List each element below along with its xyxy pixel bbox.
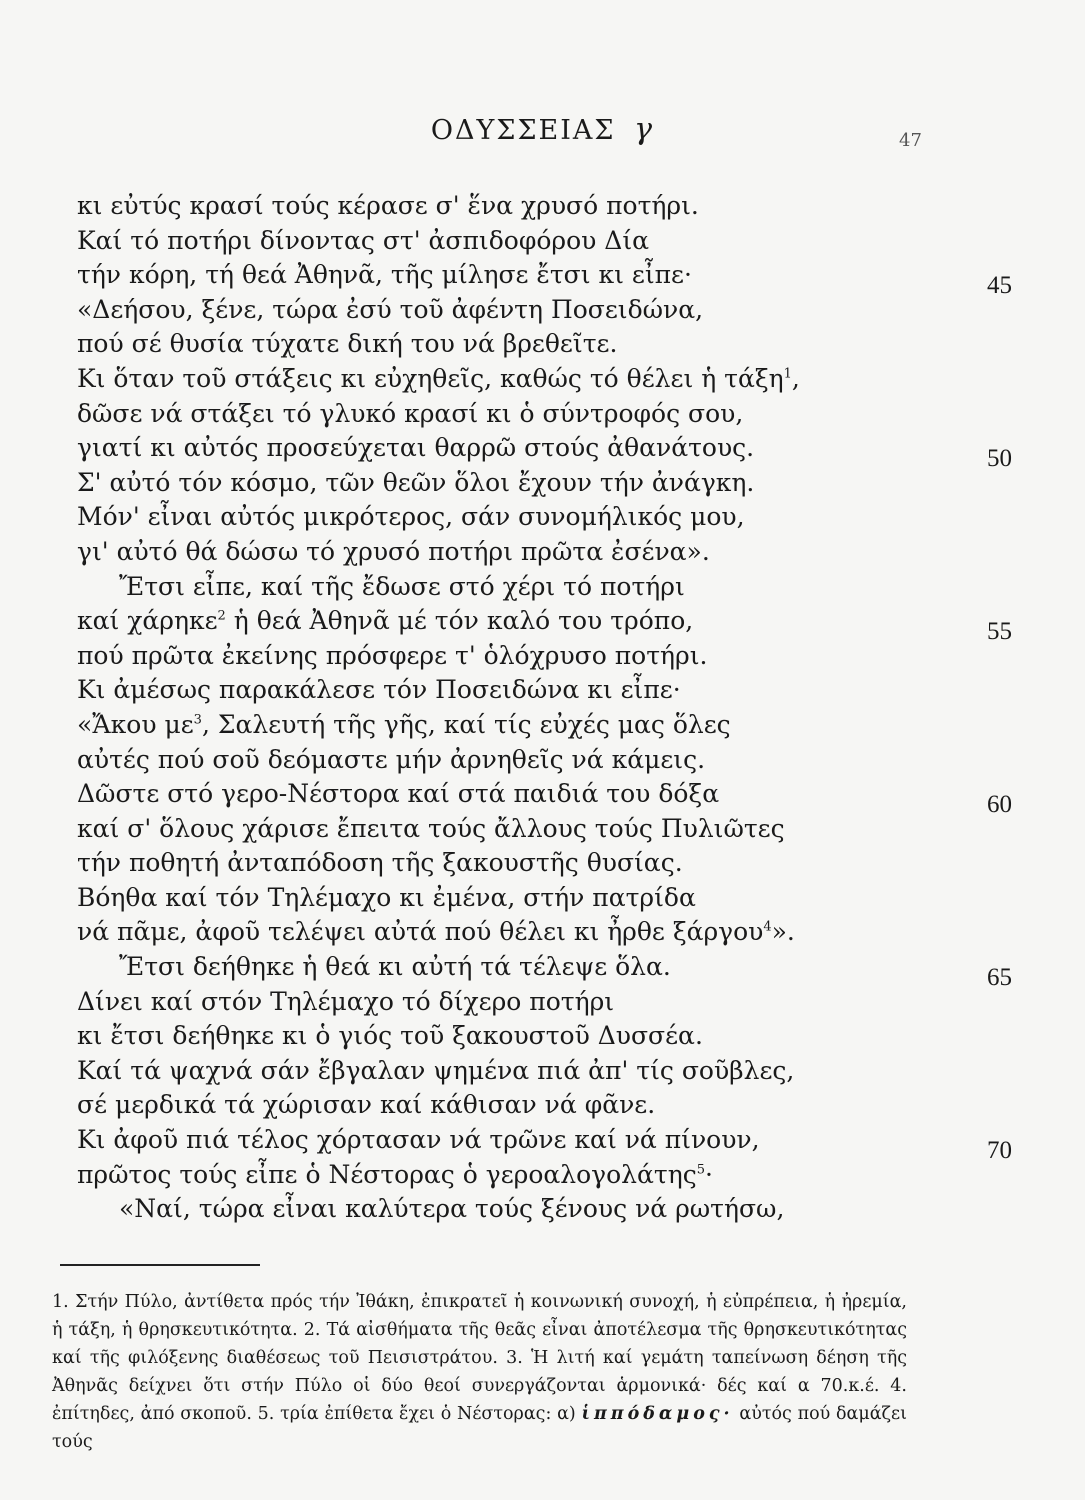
verse-line [77,985,1012,1020]
verse-text-continued: · [704,1159,713,1189]
verse-text-main: Ἔτσι δεήθηκε ἡ θεά κι αὐτή τά τέλεψε ὅλα. [119,952,671,982]
verse-text [77,191,699,220]
line-number: 50 [987,445,1012,473]
verse-text-main: «Ἄκου με [77,709,194,739]
verse-text-main: Δίνει καί στόν Τηλέμαχο τό δίχερο ποτήρι [77,986,615,1016]
verse-text [77,468,754,497]
verse-text-main: σέ μερδικά τά χώρισαν καί κάθισαν νά φᾶνε. [77,1090,656,1120]
verse-text-main: πού πρῶτα ἐκείνης πρόσφερε τ' ὁλόχρυσο ποτήρι. [77,640,708,670]
verse-text [77,260,692,289]
page-number: 47 [899,130,922,151]
verse-line [77,500,1012,535]
verse-line [77,673,1012,708]
verse-text-continued: , [791,363,800,393]
verse-text [77,952,671,981]
verse-line [77,327,1012,362]
verse-text [77,399,743,428]
verse-text [77,710,731,739]
verse-text [77,329,617,358]
verse-line [77,777,1012,819]
verse-text-main: αὐτές πού σοῦ δεόμαστε μήν ἀρνηθεῖς νά κάμεις. [77,744,706,774]
verse-text [77,537,710,566]
verse-line [77,397,1012,432]
verse-text-main: πού σέ θυσία τύχατε δική του νά βρεθεῖτε. [77,329,618,359]
footnote-emphasis: ἱππόδαμος· [581,1404,734,1424]
verse-text-continued: , Σαλευτή τῆς γῆς, καί τίς εὐχές μας ὅλες [201,709,731,739]
verse-line [77,915,1012,950]
running-title [0,112,1085,147]
verse-line [77,431,1012,473]
verse-line [77,812,1012,847]
verse-text-main: κι ἔτσι δεήθηκε κι ὁ γιός τοῦ ξακουστοῦ Δυσσέα. [77,1021,703,1051]
line-number: 65 [987,964,1012,992]
verse-text [77,675,681,704]
verse-text-main: Καί τό ποτήρι δίνοντας στ' ἀσπιδοφόρου Δία [77,225,650,255]
verse-text [77,433,754,462]
verse-line [77,1088,1012,1123]
footnote-divider [60,1264,260,1266]
verse-text [77,295,703,324]
verse-line [77,1123,1012,1165]
verse-text [77,572,685,601]
verse-text [77,226,649,255]
verse-text-main: Καί τά ψαχνά σάν ἔβγαλαν ψημένα πιά ἀπ' τίς σοῦβλες, [77,1055,795,1085]
verse-text-main: Σ' αὐτό τόν κόσμο, τῶν θεῶν ὅλοι ἔχουν τήν ἀνάγκη. [77,467,755,497]
verse-line [77,881,1012,916]
footnote-paragraph [52,1288,907,1456]
verse-line [77,535,1012,570]
verse-text-main: γιατί κι αὐτός προσεύχεται θαρρῶ στούς ἀθανάτους. [77,433,755,463]
verse-text-main: Κι ἀμέσως παρακάλεσε τόν Ποσειδώνα κι εἶπε· [77,675,681,705]
verse-text [77,848,683,877]
verse-text [77,1056,794,1085]
verse-text [77,745,705,774]
verse-line [77,743,1012,778]
verse-text-main: γι' αὐτό θά δώσω τό χρυσό ποτήρι πρῶτα ἐσένα». [77,536,710,566]
verse-text-continued: ». [771,917,795,947]
verse-line [77,224,1012,259]
verse-text [77,606,693,635]
verse-text-main: τήν κόρη, τή θεά Ἀθηνᾶ, τῆς μίλησε ἔτσι κι εἶπε· [77,260,692,290]
verse-text [77,883,696,912]
verse-block [77,189,1012,1227]
verse-text-main: Δῶστε στό γερο-Νέστορα καί στά παιδιά του δόξα [77,779,720,809]
line-number: 55 [987,618,1012,646]
verse-line [77,708,1012,743]
verse-text [77,1021,703,1050]
verse-text-main: «Ναί, τώρα εἶναι καλύτερα τούς ξένους νά ρωτήσω, [119,1194,785,1224]
verse-text-main: Βόηθα καί τόν Τηλέμαχο κι ἐμένα, στήν πατρίδα [77,882,696,912]
verse-text-main: Ἔτσι εἶπε, καί τῆς ἔδωσε στό χέρι τό ποτήρι [119,571,685,601]
verse-line [77,950,1012,992]
line-number: 70 [987,1137,1012,1165]
verse-line [77,1019,1012,1054]
verse-text-main: δῶσε νά στάξει τό γλυκό κρασί κι ὁ σύντροφός σου, [77,398,744,428]
verse-line [77,189,1012,224]
verse-text [77,1194,784,1223]
verse-text [77,917,795,946]
footnote-marker: 4 [763,920,772,936]
verse-text-main: Μόν' εἶναι αὐτός μικρότερος, σάν συνομήλικός μου, [77,502,745,532]
verse-line [77,604,1012,646]
footnote-marker: 3 [193,712,202,728]
book-letter: γ [634,112,655,147]
verse-text-main: Κι ἀφοῦ πιά τέλος χόρτασαν νά τρῶνε καί νά πίνουν, [77,1125,760,1155]
verse-text [77,502,745,531]
verse-line [77,846,1012,881]
verse-line [77,258,1012,300]
verse-text [77,814,785,843]
verse-text [77,1125,760,1154]
footnotes [52,1288,907,1456]
line-number: 60 [987,791,1012,819]
footnote-marker: 2 [217,608,226,624]
footnote-marker: 5 [696,1162,705,1178]
verse-text-continued: ἡ θεά Ἀθηνᾶ μέ τόν καλό του τρόπο, [225,606,694,636]
verse-text-main: πρῶτος τούς εἶπε ὁ Νέστορας ὁ γεροαλογολάτης [77,1159,697,1189]
footnote-marker: 1 [783,366,792,382]
verse-line [77,639,1012,674]
verse-text [77,1160,713,1189]
verse-text [77,641,707,670]
verse-text [77,1090,655,1119]
verse-line [77,466,1012,501]
verse-text [77,779,719,808]
verse-text-main: τήν ποθητή ἀνταπόδοση τῆς ξακουστῆς θυσίας. [77,848,683,878]
verse-line [77,1158,1012,1193]
book-title: ΟΔΥΣΣΕΙΑΣ [430,115,616,146]
verse-text-main: καί σ' ὅλους χάρισε ἔπειτα τούς ἄλλους τούς Πυλιῶτες [77,813,785,843]
footnote-text-end: αὐτός πού δαμάζει τούς [52,1404,907,1452]
verse-line [77,1054,1012,1089]
verse-text-main: νά πᾶμε, ἀφοῦ τελέψει αὐτά πού θέλει κι ἦρθε ξάργου [77,917,764,947]
verse-text [77,364,800,393]
verse-text [77,987,614,1016]
verse-text-main: «Δεήσου, ξένε, τώρα ἐσύ τοῦ ἀφέντη Ποσειδώνα, [77,294,704,324]
verse-text-main: Κι ὅταν τοῦ στάξεις κι εὐχηθεῖς, καθώς τό θέλει ἡ τάξη [77,363,784,393]
line-number: 45 [987,272,1012,300]
verse-line [77,1192,1012,1227]
verse-text-main: κι εὐτύς κρασί τούς κέρασε σ' ἕνα χρυσό ποτήρι. [77,191,699,220]
footnote-text: 1. Στήν Πύλο, ἀντίθετα πρός τήν Ἰθάκη, ἐπικρατεῖ ἡ κοινωνική συνοχή, ἡ εὐπρέπεια, ἡ ἠρεμία, ἡ τάξη, ἡ θρησκευτικότητα. 2. Τά αἰσθήματα τῆς θεᾶς εἶναι ἀποτέλεσμα τῆς θρησκευτικότητας καί τῆς φιλόξενης διαθέσεως τοῦ Πεισιστράτου. 3. Ἡ λιτή καί γεμάτη ταπείνωση δέηση τῆς Ἀθηνᾶς δείχνει ὅτι στήν Πύλο οἱ δύο θεοί συνεργάζονται ἁρμονικά· δές καί α 70.κ.έ. 4. ἐπίτηδες, ἀπό σκοποῦ. 5. τρία ἐπίθετα ἔχει ὁ Νέστορας: α) [52,1292,907,1424]
verse-text-main: καί χάρηκε [77,606,218,636]
verse-line [77,293,1012,328]
verse-line [77,362,1012,397]
verse-line [77,570,1012,605]
